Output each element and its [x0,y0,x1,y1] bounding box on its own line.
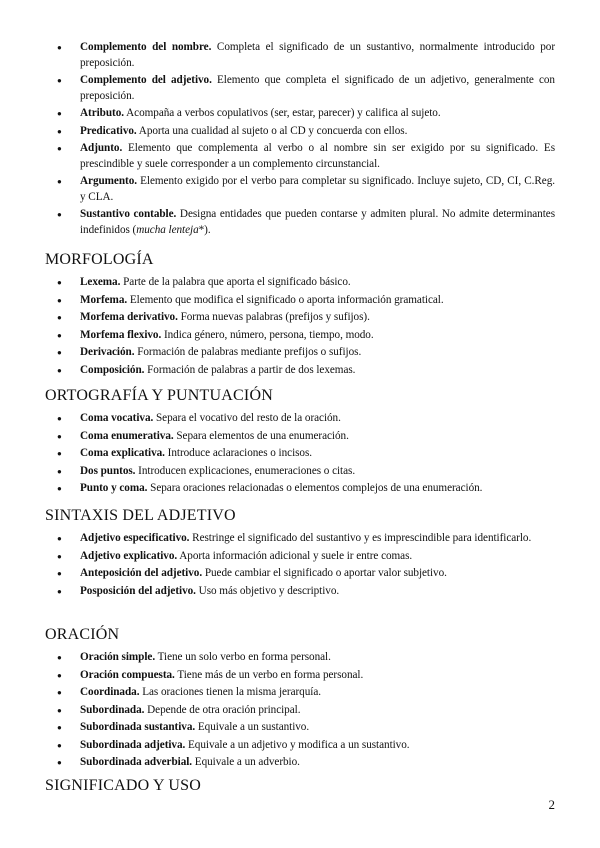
term: Complemento del nombre. [80,41,212,53]
definition: Las oraciones tienen la misma jerarquía. [139,686,321,698]
definition: Restringe el significado del sustantivo y es imprescindible para identificarlo. [189,532,532,544]
section-ortografia-puntuacion [0,386,600,499]
definition: Completa el significado de un sustantivo, normalmente introducido por preposición. [80,41,555,69]
term: Lexema. [80,276,121,288]
list-item [0,40,600,71]
definition: Puede cambiar el significado o aportar valor subjetivo. [202,567,447,579]
term: Oración simple. [80,651,156,663]
list-item [0,310,600,326]
term: Atributo. [80,107,124,119]
list-item [0,668,600,684]
list-item [0,584,600,600]
definition: Equivale a un sustantivo. [195,721,310,733]
page-number: 2 [548,797,555,812]
term: Complemento del adjetivo. [80,74,212,86]
definition: Aporta información adicional y suele ir entre comas. [177,549,413,562]
definition: Formación de palabras a partir de dos lexemas. [144,363,356,376]
term: Derivación. [80,346,135,358]
term: Coordinada. [80,686,140,698]
definition: Forma nuevas palabras (prefijos y sufijos). [177,311,370,323]
term: Coma vocativa. [80,412,154,424]
list-item [0,549,600,565]
definition: Designa entidades que pueden contarse y admiten plural. No admite determinantes indefinidos ( [80,208,555,236]
list-item [0,328,600,344]
definition: Depende de otra oración principal. [144,703,301,716]
term: Subordinada sustantiva. [80,721,196,733]
definition: Equivale a un adverbio. [192,756,300,768]
term: Morfema derivativo. [80,311,178,323]
definition: Formación de palabras mediante prefijos o sufijos. [134,346,362,358]
definition: Elemento que modifica el significado o aporta información gramatical. [127,293,444,306]
definition: Introducen explicaciones, enumeraciones o citas. [135,464,356,477]
section-morfologia [0,250,600,380]
list-item [0,73,600,104]
definition: Aporta una cualidad al sujeto o al CD y concuerda con ellos. [136,124,408,137]
definition-tail: *). [198,223,211,236]
list-item [0,141,600,172]
term: Argumento. [80,175,137,187]
section-heading: ORACIÓN [45,626,120,643]
term: Morfema flexivo. [80,328,162,341]
section-heading: SINTAXIS DEL ADJETIVO [45,507,236,524]
definition: Equivale a un adjetivo y modifica a un sustantivo. [185,738,410,751]
term: Adjunto. [80,142,123,154]
term: Oración compuesta. [80,668,175,681]
example-text: mucha lenteja [136,223,199,236]
list-item [0,124,600,140]
definition: Elemento exigido por el verbo para completar su significado. Incluye sujeto, CD, CI, C.Reg. y CLA. [80,175,555,203]
term: Anteposición del adjetivo. [80,567,203,579]
definition: Parte de la palabra que aporta el significado básico. [120,276,351,288]
term: Predicativo. [80,124,137,137]
term: Subordinada. [80,703,145,716]
definition: Separa elementos de una enumeración. [173,429,349,442]
term: Dos puntos. [80,464,136,477]
list-item [0,446,600,462]
list-item [0,275,600,291]
intro-bullet-list [0,40,600,238]
bullet-list [0,275,600,378]
list-item [0,106,600,122]
definition: Introduce aclaraciones o incisos. [164,447,313,459]
term: Sustantivo contable. [80,208,177,220]
term: Punto y coma. [80,482,148,494]
definition: Indica género, número, persona, tiempo, modo. [161,328,374,341]
list-item [0,703,600,719]
term: Coma enumerativa. [80,429,174,442]
term: Adjetivo explicativo. [80,549,178,562]
term: Morfema. [80,293,128,306]
section-heading: SIGNIFICADO Y USO [45,777,202,794]
list-item [0,429,600,445]
bullet-list [0,411,600,497]
definition: Uso más objetivo y descriptivo. [195,584,340,597]
list-item [0,720,600,736]
definition: Tiene un solo verbo en forma personal. [155,651,331,663]
definition: Elemento que complementa al verbo o al nombre sin ser exigido por su significado. Es prescindible y suele corresponder a un complemento circunstancial. [80,142,555,170]
list-item [0,481,600,497]
list-item [0,650,600,666]
section-significado-uso [0,776,600,798]
list-item [0,566,600,582]
section-heading: ORTOGRAFÍA Y PUNTUACIÓN [45,387,273,404]
section-sintaxis-adjetivo [0,506,600,601]
definition: Tiene más de un verbo en forma personal. [174,668,364,681]
list-item [0,531,600,547]
list-item [0,685,600,701]
definition: Separa el vocativo del resto de la oración. [153,412,341,424]
term: Adjetivo especificativo. [80,532,190,544]
section-oracion [0,625,600,773]
term: Composición. [80,363,145,376]
list-item [0,755,600,771]
term: Coma explicativa. [80,447,165,459]
term: Subordinada adverbial. [80,756,193,768]
bullet-list [0,531,600,599]
term: Subordinada adjetiva. [80,738,186,751]
list-item [0,293,600,309]
list-item [0,464,600,480]
section-heading: MORFOLOGÍA [45,251,154,268]
list-item [0,363,600,379]
definition: Separa oraciones relacionadas o elementos complejos de una enumeración. [147,482,483,494]
list-item [0,207,600,238]
intro-list-block [0,40,600,240]
list-item [0,738,600,754]
list-item [0,345,600,361]
term: Posposición del adjetivo. [80,584,196,597]
bullet-list [0,650,600,771]
list-item [0,411,600,427]
definition: Acompaña a verbos copulativos (ser, estar, parecer) y califica al sujeto. [124,107,441,119]
definition: Elemento que completa el significado de un adjetivo, generalmente con preposición. [80,74,555,102]
list-item [0,174,600,205]
